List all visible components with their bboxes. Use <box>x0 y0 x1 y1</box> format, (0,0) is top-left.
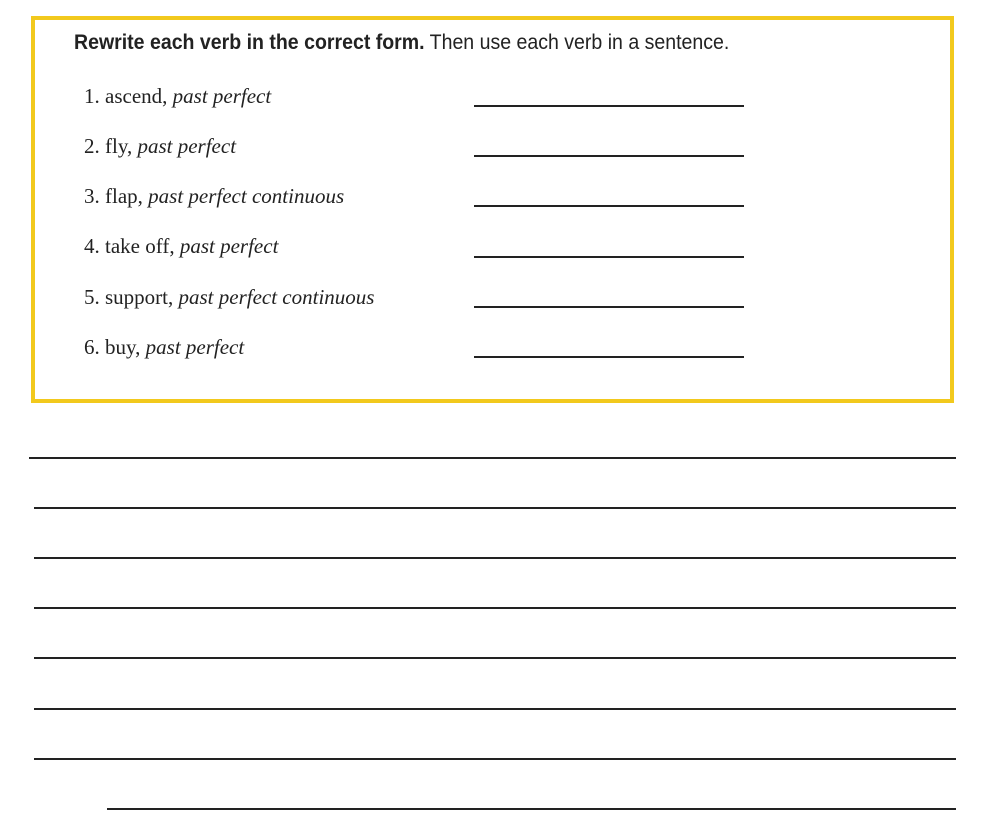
answer-line[interactable] <box>474 306 744 308</box>
sentence-line[interactable] <box>34 657 956 659</box>
item-number: 6. <box>84 335 100 359</box>
item-number: 5. <box>84 285 100 309</box>
exercise-item <box>84 82 271 110</box>
item-number: 2. <box>84 134 100 158</box>
answer-line[interactable] <box>474 155 744 157</box>
item-form: past perfect continuous <box>148 184 345 208</box>
item-verb: support, <box>105 285 174 309</box>
item-verb: fly, <box>105 134 133 158</box>
answer-line[interactable] <box>474 356 744 358</box>
exercise-item <box>84 132 236 160</box>
sentence-line[interactable] <box>34 557 956 559</box>
sentence-line[interactable] <box>34 607 956 609</box>
sentence-line[interactable] <box>107 808 956 810</box>
item-number: 1. <box>84 84 100 108</box>
sentence-line[interactable] <box>34 507 956 509</box>
item-verb: take off, <box>105 234 175 258</box>
item-form: past perfect <box>172 84 272 108</box>
sentence-line[interactable] <box>34 708 956 710</box>
item-number: 4. <box>84 234 100 258</box>
item-verb: ascend, <box>105 84 168 108</box>
instructions-bold: Rewrite each verb in the correct form. <box>74 31 425 54</box>
item-form: past perfect <box>179 234 279 258</box>
item-form: past perfect <box>145 335 245 359</box>
answer-line[interactable] <box>474 256 744 258</box>
sentence-line[interactable] <box>29 457 956 459</box>
item-verb: flap, <box>105 184 143 208</box>
item-form: past perfect continuous <box>178 285 375 309</box>
answer-line[interactable] <box>474 105 744 107</box>
sentence-line[interactable] <box>34 758 956 760</box>
item-number: 3. <box>84 184 100 208</box>
instructions-rest: Then use each verb in a sentence. <box>424 31 730 54</box>
exercise-item <box>84 182 344 210</box>
item-form: past perfect <box>137 134 237 158</box>
exercise-item <box>84 232 278 260</box>
answer-line[interactable] <box>474 205 744 207</box>
instructions <box>74 31 729 55</box>
exercise-item <box>84 283 374 311</box>
item-verb: buy, <box>105 335 141 359</box>
exercise-item <box>84 333 244 361</box>
